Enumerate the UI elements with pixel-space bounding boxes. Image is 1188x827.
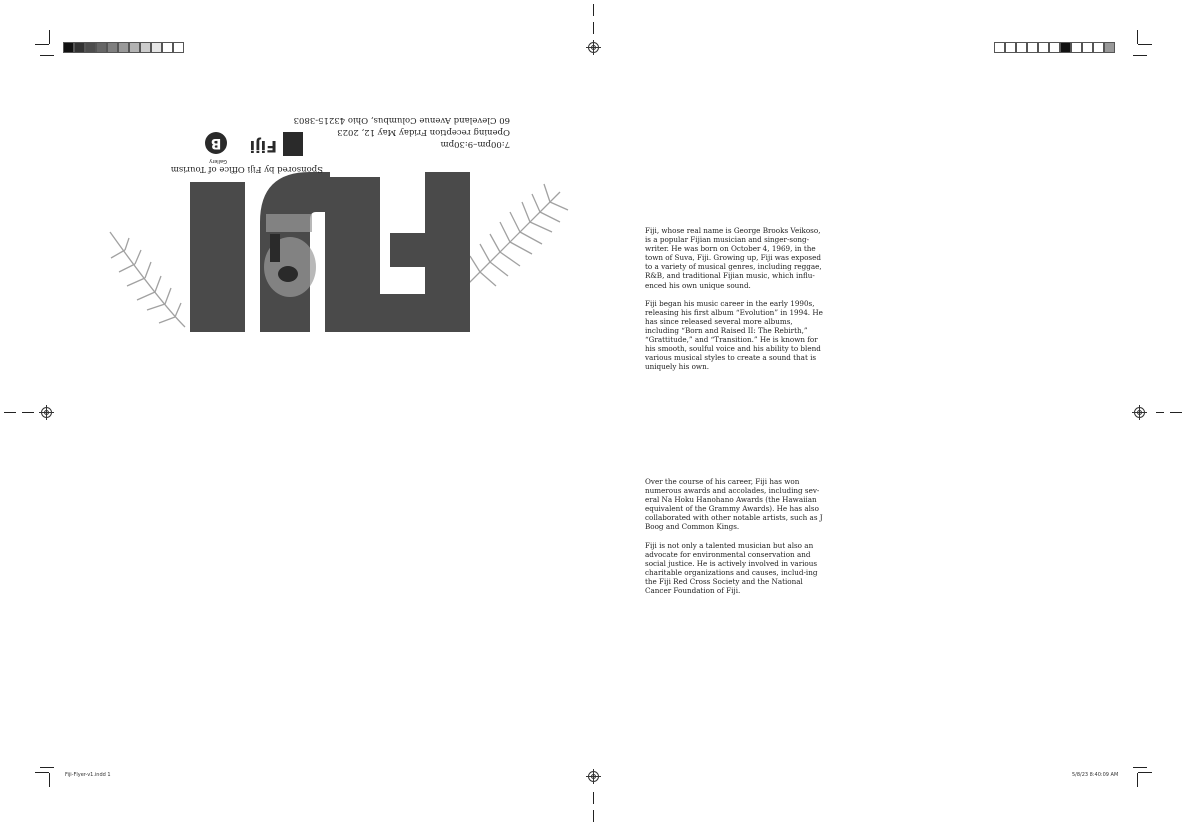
color-swatch — [129, 42, 140, 53]
sponsor-text: Sponsored by Fiji Office of Tourism — [170, 164, 323, 174]
color-swatch — [1060, 42, 1071, 53]
color-swatch — [162, 42, 173, 53]
color-swatch — [1005, 42, 1016, 53]
crop-mark — [1156, 412, 1164, 413]
color-swatch — [1049, 42, 1060, 53]
color-swatch — [107, 42, 118, 53]
color-bar-left — [63, 42, 184, 53]
crop-mark — [593, 792, 594, 804]
crop-mark — [593, 810, 594, 822]
article-paragraph: Fiji began his music career in the early 1990s, releasing his first album “Evolution” in 1994. He has since released several more albums, including “Born and Raised II: The Rebirth,” “Grattitude,” and “Transition.” He is known for his smooth, soulful voice and his ability to blend various musical styles to create a sound that is uniquely his own. — [645, 298, 823, 372]
color-swatch — [85, 42, 96, 53]
article-paragraph: Over the course of his career, Fiji has won numerous awards and accolades, including sev-eral Na Hoku Hanohano Awards (the Hawaiian equivalent of the Grammy Awards). He has also collaborated with other notable artists, such as J Boog and Common Kings. — [645, 477, 823, 532]
logo-b-word: Gallery — [209, 158, 227, 164]
color-swatch — [151, 42, 162, 53]
registration-mark — [41, 407, 52, 418]
color-swatch — [63, 42, 74, 53]
event-reception: Opening reception Friday May 12, 2023 — [337, 127, 510, 137]
crop-mark — [35, 44, 49, 45]
fiji-logo-text: Fiji — [249, 137, 277, 156]
logo-b-letter: B — [210, 135, 222, 151]
crop-mark — [593, 4, 594, 16]
crop-mark — [1133, 55, 1147, 56]
event-address: 60 Cleveland Avenue Columbus, Ohio 43215-3803 — [293, 115, 510, 125]
color-swatch — [1038, 42, 1049, 53]
color-swatch — [1082, 42, 1093, 53]
crop-mark — [49, 773, 50, 787]
color-swatch — [1071, 42, 1082, 53]
fiji-logo — [250, 137, 277, 156]
registration-mark — [588, 771, 599, 782]
color-swatch — [118, 42, 129, 53]
color-swatch — [994, 42, 1005, 53]
color-swatch — [173, 42, 184, 53]
color-swatch — [1016, 42, 1027, 53]
crop-mark — [35, 772, 49, 773]
crop-mark — [40, 767, 54, 768]
article-column-bottom — [645, 477, 825, 604]
crop-mark — [1133, 767, 1147, 768]
registration-mark — [588, 42, 599, 53]
crop-mark — [4, 412, 16, 413]
color-swatch — [140, 42, 151, 53]
crop-mark — [22, 412, 34, 413]
crop-mark — [1137, 773, 1138, 787]
color-bar-right — [994, 42, 1115, 53]
fiji-emblem — [283, 132, 303, 156]
color-swatch — [1093, 42, 1104, 53]
slug-left: Fiji-Flyer-v1.indd 1 — [65, 772, 111, 778]
crop-mark — [40, 55, 54, 56]
slug-right: 5/8/23 8:40:09 AM — [1072, 772, 1119, 778]
crop-mark — [1137, 30, 1138, 44]
article-paragraph: Fiji is not only a talented musician but also an advocate for environmental conservation and social justice. He is actively involved in various charitable organizations and causes, includ-ing the Fiji Red Cross Society and the National Cancer Foundation of Fiji. — [645, 540, 818, 596]
crop-mark — [1170, 412, 1182, 413]
article-paragraph: Fiji, whose real name is George Brooks Veikoso, is a popular Fijian musician and singer-song-writer. He was born on October 4, 1969, in the town of Suva, Fiji. Growing up, Fiji was exposed to a variety of musical genres, including reggae, R&B, and traditional Fijian music, which influ-enced his own unique sound. — [645, 226, 822, 290]
event-time: 7:00pm–9:30pm — [440, 139, 510, 149]
event-details — [293, 114, 510, 150]
color-swatch — [1027, 42, 1038, 53]
article-column-top — [645, 226, 825, 380]
registration-mark — [1134, 407, 1145, 418]
color-swatch — [74, 42, 85, 53]
color-swatch — [96, 42, 107, 53]
crop-mark — [1138, 772, 1152, 773]
crop-mark — [49, 30, 50, 44]
color-swatch — [1104, 42, 1115, 53]
crop-mark — [593, 22, 594, 34]
sponsor-row — [170, 118, 323, 174]
gallery-b-logo — [205, 132, 227, 154]
crop-mark — [1138, 44, 1152, 45]
